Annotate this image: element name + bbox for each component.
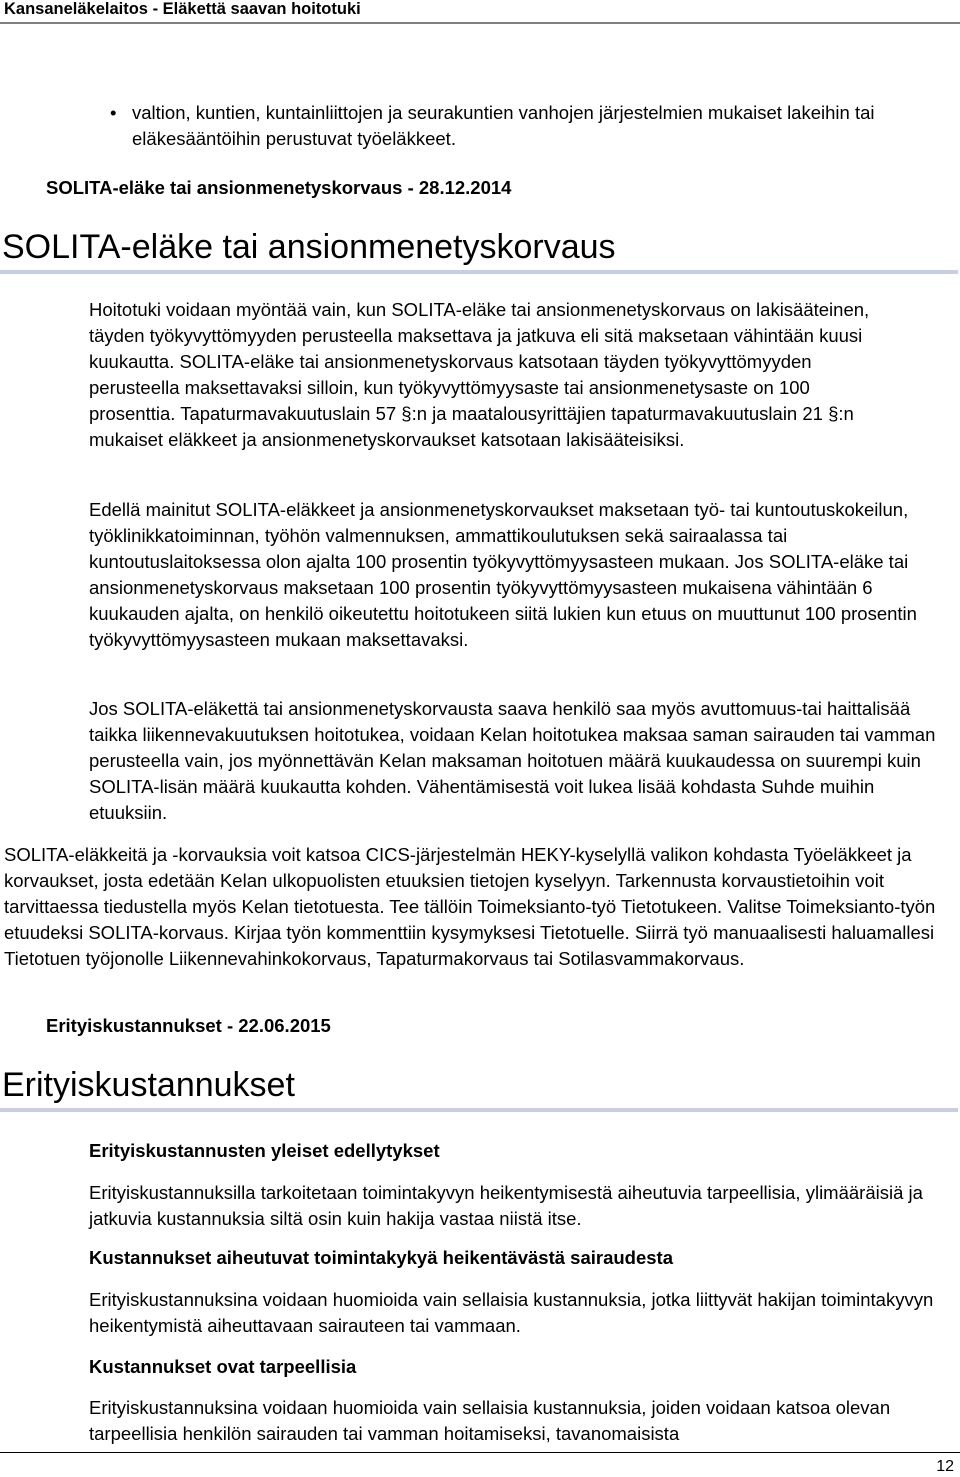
header-divider [0,22,960,24]
paragraph-solita-2: Edellä mainitut SOLITA-eläkkeet ja ansionmenetyskorvaukset maksetaan työ- tai kuntoutuskokeilun, työklinikkatoiminnan, työhön valmennuksen, ammattikoulutuksen sekä sairaalassa tai kuntoutuslaitoksessa olon ajalta 100 prosentin työkyvyttömyysasteen mukaan. Jos SOLITA-eläke tai ansionmenetyskorvaus maksetaan 100 prosentin työkyvyttömyysasteen mukaisena vähintään 6 kuukauden ajalta, on henkilö oikeutettu hoitotukeen siitä lukien kun etuus on muuttunut 100 prosentin työkyvyttömyysasteen mukaan maksettavaksi. [89,499,917,650]
subheading-sairaus: Kustannukset aiheutuvat toimintakykyä heikentävästä sairaudesta [89,1247,673,1268]
paragraph-solita-note: SOLITA-eläkkeitä ja -korvauksia voit katsoa CICS-järjestelmän HEKY-kyselyllä valikon kohdasta Työeläkkeet ja korvaukset, josta edetään Kelan ulkopuolisten etuuksien tietojen kyselyyn. Tarkennusta korvaustietoihin voit tarvittaessa tiedustella myös Kelan tietotuesta. Tee tällöin Toimeksianto-työ Tietotukeen. Valitse Toimeksianto-työn etuudeksi SOLITA-korvaus. Kirjaa työn kommenttiin kysymyksesi Tietotuelle. Siirrä työ manuaalisesti haluamallesi Tietotuen työjonolle Liikennevahinkokorvaus, Tapaturmakorvaus tai Sotilasvammakorvaus. [4,844,936,969]
heading-erityis: Erityiskustannukset [2,1066,295,1104]
heading-underline [0,1108,958,1112]
page-number: 12 [936,1458,954,1475]
section-reference-erityis: Erityiskustannukset - 22.06.2015 [46,1015,331,1036]
heading-solita: SOLITA-eläke tai ansionmenetyskorvaus [2,228,616,266]
paragraph-edellytykset: Erityiskustannuksilla tarkoitetaan toimintakyvyn heikentymisestä aiheutuvia tarpeellisia, ylimääräisiä ja jatkuvia kustannuksia siltä osin kuin hakija vastaa niistä itse. [89,1182,923,1229]
paragraph-tarpeellisia: Erityiskustannuksina voidaan huomioida vain sellaisia kustannuksia, joiden voidaan katsoa olevan tarpeellisia henkilön sairauden tai vamman hoitamiseksi, tavanomaisista [89,1397,891,1444]
heading-underline [0,270,958,274]
subheading-edellytykset: Erityiskustannusten yleiset edellytykset [89,1140,440,1161]
footer-divider [0,1452,960,1453]
paragraph-solita-1: Hoitotuki voidaan myöntää vain, kun SOLITA-eläke tai ansionmenetyskorvaus on lakisääteinen, täyden työkyvyttömyyden perusteella maksettava ja jatkuva eli sitä maksetaan vähintään kuusi kuukautta. SOLITA-eläke tai ansionmenetyskorvaus katsotaan täyden työkyvyttömyyden perusteella maksettavaksi silloin, kun työkyvyttömyysaste tai ansionmenetysaste on 100 prosenttia. Tapaturmavakuutuslain 57 §:n ja maatalousyrittäjien tapaturmavakuutuslain 21 §:n mukaiset eläkkeet ja ansionmenetyskorvaukset katsotaan lakisääteisiksi. [89,299,870,450]
paragraph-sairaus: Erityiskustannuksina voidaan huomioida vain sellaisia kustannuksia, jotka liittyvät hakijan toimintakyvyn heikentymistä aiheuttavaan sairauteen tai vammaan. [89,1289,934,1336]
section-reference-solita: SOLITA-eläke tai ansionmenetyskorvaus - 28.12.2014 [46,177,512,198]
paragraph-solita-3: Jos SOLITA-eläkettä tai ansionmenetyskorvausta saava henkilö saa myös avuttomuus-tai haittalisää taikka liikennevakuutuksen hoitotukea, voidaan Kelan hoitotukea maksaa saman sairauden tai vamman perusteella vain, jos myönnettävän Kelan maksaman hoitotuen määrä kuukaudessa on suurempi kuin SOLITA-lisän määrä kuukautta kohden. Vähentämisestä voit lukea lisää kohdasta Suhde muihin etuuksiin. [89,698,936,823]
page-header-title: Kansaneläkelaitos - Eläkettä saavan hoitotuki [4,0,361,18]
subheading-tarpeellisia: Kustannukset ovat tarpeellisia [89,1356,357,1377]
list-item: valtion, kuntien, kuntainliittojen ja seurakuntien vanhojen järjestelmien mukaiset lakeihin tai eläkesääntöihin perustuvat työeläkkeet. [132,102,875,149]
bullet-icon: • [110,102,117,123]
